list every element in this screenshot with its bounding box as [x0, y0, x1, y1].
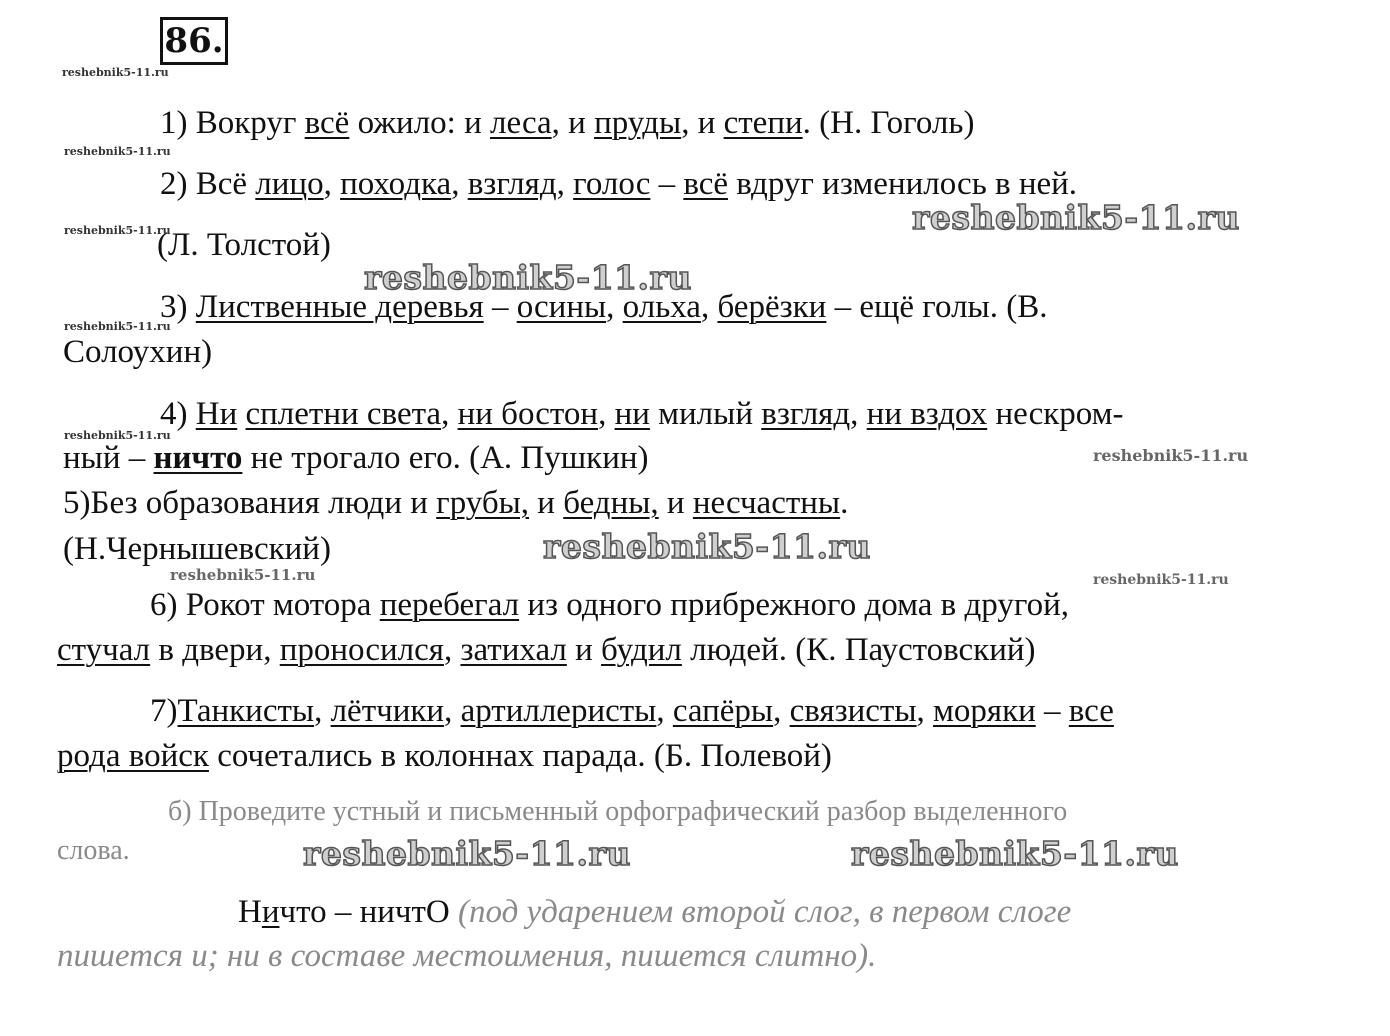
sentence-7: 7)Танкисты, лётчики, артиллеристы, сапёры, связисты, моряки – все — [150, 693, 1114, 729]
answer-explanation: (под ударением второй слог, в первом слоге — [458, 894, 1072, 930]
watermark-small: reshebnik5-11.ru — [64, 320, 171, 333]
sentence-1: 1) Вокруг всё ожило: и леса, и пруды, и степи. (Н. Гоголь) — [160, 105, 975, 141]
sentence-3: 3) Лиственные деревья – осины, ольха, берёзки – ещё голы. (В. — [160, 289, 1048, 325]
watermark-large: reshebnik5-11.ru — [543, 527, 871, 566]
watermark-mid: reshebnik5-11.ru — [170, 566, 316, 584]
sentence-5: 5)Без образования люди и грубы, и бедны, и несчастны. — [63, 485, 849, 521]
watermark-small: reshebnik5-11.ru — [64, 429, 171, 442]
watermark-mid: reshebnik5-11.ru — [1093, 572, 1229, 588]
sentence-2: 2) Всё лицо, походка, взгляд, голос – всё вдруг изменилось в ней. — [160, 166, 1078, 202]
exercise-number: 86. — [160, 17, 228, 65]
sentence-6-cont: стучал в двери, проносился, затихал и будил людей. (К. Паустовский) — [57, 632, 1036, 668]
sentence-5-author: (Н.Чернышевский) — [63, 531, 331, 567]
watermark-large: reshebnik5-11.ru — [912, 198, 1240, 237]
sentence-4-cont: ный – ничто не трогало его. (А. Пушкин) — [63, 440, 649, 476]
watermark-small: reshebnik5-11.ru — [64, 145, 171, 158]
watermark-mid: reshebnik5-11.ru — [1093, 446, 1249, 465]
watermark-small: reshebnik5-11.ru — [62, 66, 169, 79]
watermark-large: reshebnik5-11.ru — [364, 258, 692, 297]
sentence-4: 4) Ни сплетни света, ни бостон, ни милый взгляд, ни вздох нескром- — [160, 396, 1124, 432]
answer-line: Ничто – ничтО (под ударением второй слог, в первом слоге — [238, 894, 1072, 930]
sentence-7-cont: рода войск сочетались в колоннах парада. (Б. Полевой) — [57, 738, 832, 774]
sentence-6: 6) Рокот мотора перебегал из одного прибрежного дома в другой, — [150, 587, 1069, 623]
task-text-cont: слова. — [57, 835, 130, 866]
watermark-large: reshebnik5-11.ru — [851, 834, 1179, 873]
watermark-small: reshebnik5-11.ru — [64, 224, 171, 237]
answer-explanation-cont: пишется и; ни в составе местоимения, пишется слитно). — [57, 938, 877, 974]
task-text: б) Проведите устный и письменный орфографический разбор выделенного — [168, 796, 1068, 827]
sentence-3-author: Солоухин) — [63, 334, 213, 370]
sentence-2-author: (Л. Толстой) — [157, 227, 331, 263]
highlighted-word: ничто — [153, 440, 243, 476]
watermark-large: reshebnik5-11.ru — [303, 834, 631, 873]
